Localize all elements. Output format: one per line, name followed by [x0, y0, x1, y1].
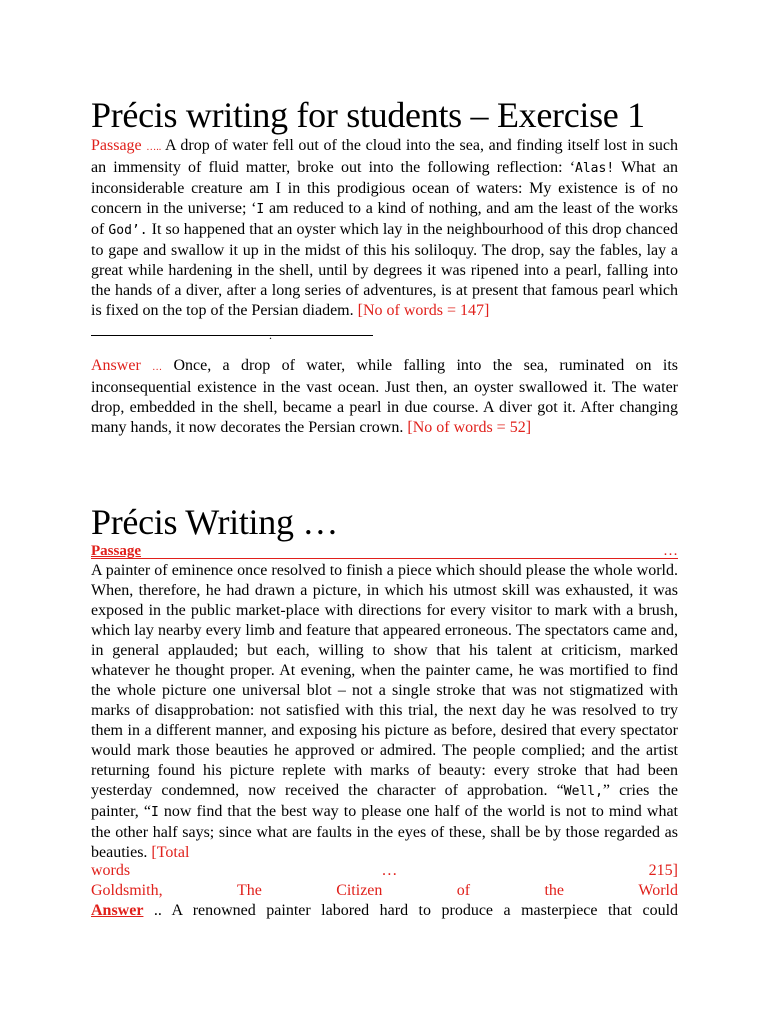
- word-count-line: words = 147]: [403, 302, 490, 319]
- answer-2-dots: ..: [143, 902, 162, 919]
- passage-text-2: What an inconsiderable creature am I in this prodigious ocean of waters: My existence is of no concern in the universe; ‘: [91, 159, 678, 217]
- separator-mark: .: [269, 328, 272, 342]
- answer-word-count: [No of words = 52]: [407, 419, 532, 436]
- exercise-1-answer: [91, 356, 678, 438]
- citation-line: [91, 881, 678, 901]
- exercise-1-title: Précis writing for students – Exercise 1: [91, 95, 645, 135]
- citation-word: The: [236, 882, 262, 899]
- answer-label: Answer: [91, 357, 141, 374]
- passage-2-trail: …: [663, 543, 678, 559]
- total-words-label: words: [91, 862, 131, 879]
- exercise-2-answer: [91, 901, 678, 921]
- exercise-1-passage: [91, 136, 678, 321]
- answer-text: Once, a drop of water, while falling into the sea, ruminated on its inconsequential existence in the vast ocean. Just then, an oyster swallowed it. The water drop, embedded in the shell, became a pearl in due course. A diver got it. After changing many hands, it now decorates the Persian crown.: [91, 357, 679, 436]
- total-open: [Total: [151, 844, 190, 861]
- passage-i: I: [256, 202, 265, 217]
- passage-2-label: Passage: [91, 543, 141, 559]
- answer-2-label: Answer: [91, 902, 144, 919]
- answer-2-text: A renowned painter labored hard to produce a masterpiece that could: [161, 902, 679, 919]
- citation-word: the: [544, 882, 565, 899]
- exercise-2-passage-heading: [91, 541, 678, 561]
- citation-word: of: [456, 882, 471, 899]
- citation-word: Goldsmith,: [91, 882, 163, 899]
- passage-text-3: am reduced to a kind of nothing, and am the least of the works of: [91, 200, 678, 238]
- passage-2-well: Well,: [563, 784, 603, 799]
- total-words-line: [91, 861, 678, 881]
- passage-2-text-2: ” cries the painter, “: [91, 782, 678, 820]
- passage-text-4: It so happened that an oyster which lay in the neighbourhood of this drop chanced to gape and swallow it up in the midst of this his soliloquy. The drop, say the fables, lay a great while hardening in the shell, until by degrees it was ripened into a pearl, falling into the hands of a diver, after a long series of adventures, is at present that famous pearl which is fixed on the top of the Persian diadem.: [91, 221, 679, 319]
- separator-rule: [91, 328, 373, 342]
- passage-2-text-1: A painter of eminence once resolved to finish a piece which should please the whole world. When, therefore, he had drawn a picture, in which his utmost skill was exhausted, it was exposed in the public market-place with directions for every visitor to mark with a brush, which lay nearby every limb and feature that appeared erroneous. The spectators came and, in general applauded; but each, willing to show that his talent at criticism, marked whatever he thought proper. At evening, when the painter came, he was mortified to find the whole picture one universal blot – not a single stroke that was not stigmatized with marks of disapprobation: not satisfied with this trial, the next day he was resolved to try them in a different manner, and exposing his picture as before, desired that every spectator would mark those beauties he approved or admired. The people complied; and the artist returning found his picture replete with marks of beauty: every stroke that had been yesterday condemned, now received the character of approbation. “: [91, 562, 678, 799]
- passage-2-text-3: now find that the best way to please one half of the world is not to mind what the other half says; since what are faults in the eyes of these, shall be by those regarded as beauties.: [91, 803, 678, 861]
- passage-alas: Alas!: [575, 161, 615, 176]
- passage-label: Passage: [91, 137, 142, 154]
- citation-word: Citizen: [336, 882, 383, 899]
- answer-dots: …: [152, 362, 163, 373]
- total-words-value: 215]: [648, 862, 678, 879]
- passage-god: God’.: [108, 223, 148, 238]
- exercise-2-passage: [91, 561, 678, 863]
- passage-dots: …..: [146, 142, 162, 153]
- word-count-open: [No of: [357, 302, 400, 319]
- exercise-2-title: Précis Writing …: [91, 502, 339, 542]
- passage-2-underline: [91, 558, 678, 559]
- passage-text-1: A drop of water fell out of the cloud into the sea, and finding itself lost in such an immensity of fluid matter, broke out into the following reflection: ‘: [91, 137, 679, 176]
- passage-2-i: I: [150, 805, 159, 820]
- total-words-dots: …: [381, 862, 398, 879]
- citation-word: World: [638, 882, 678, 899]
